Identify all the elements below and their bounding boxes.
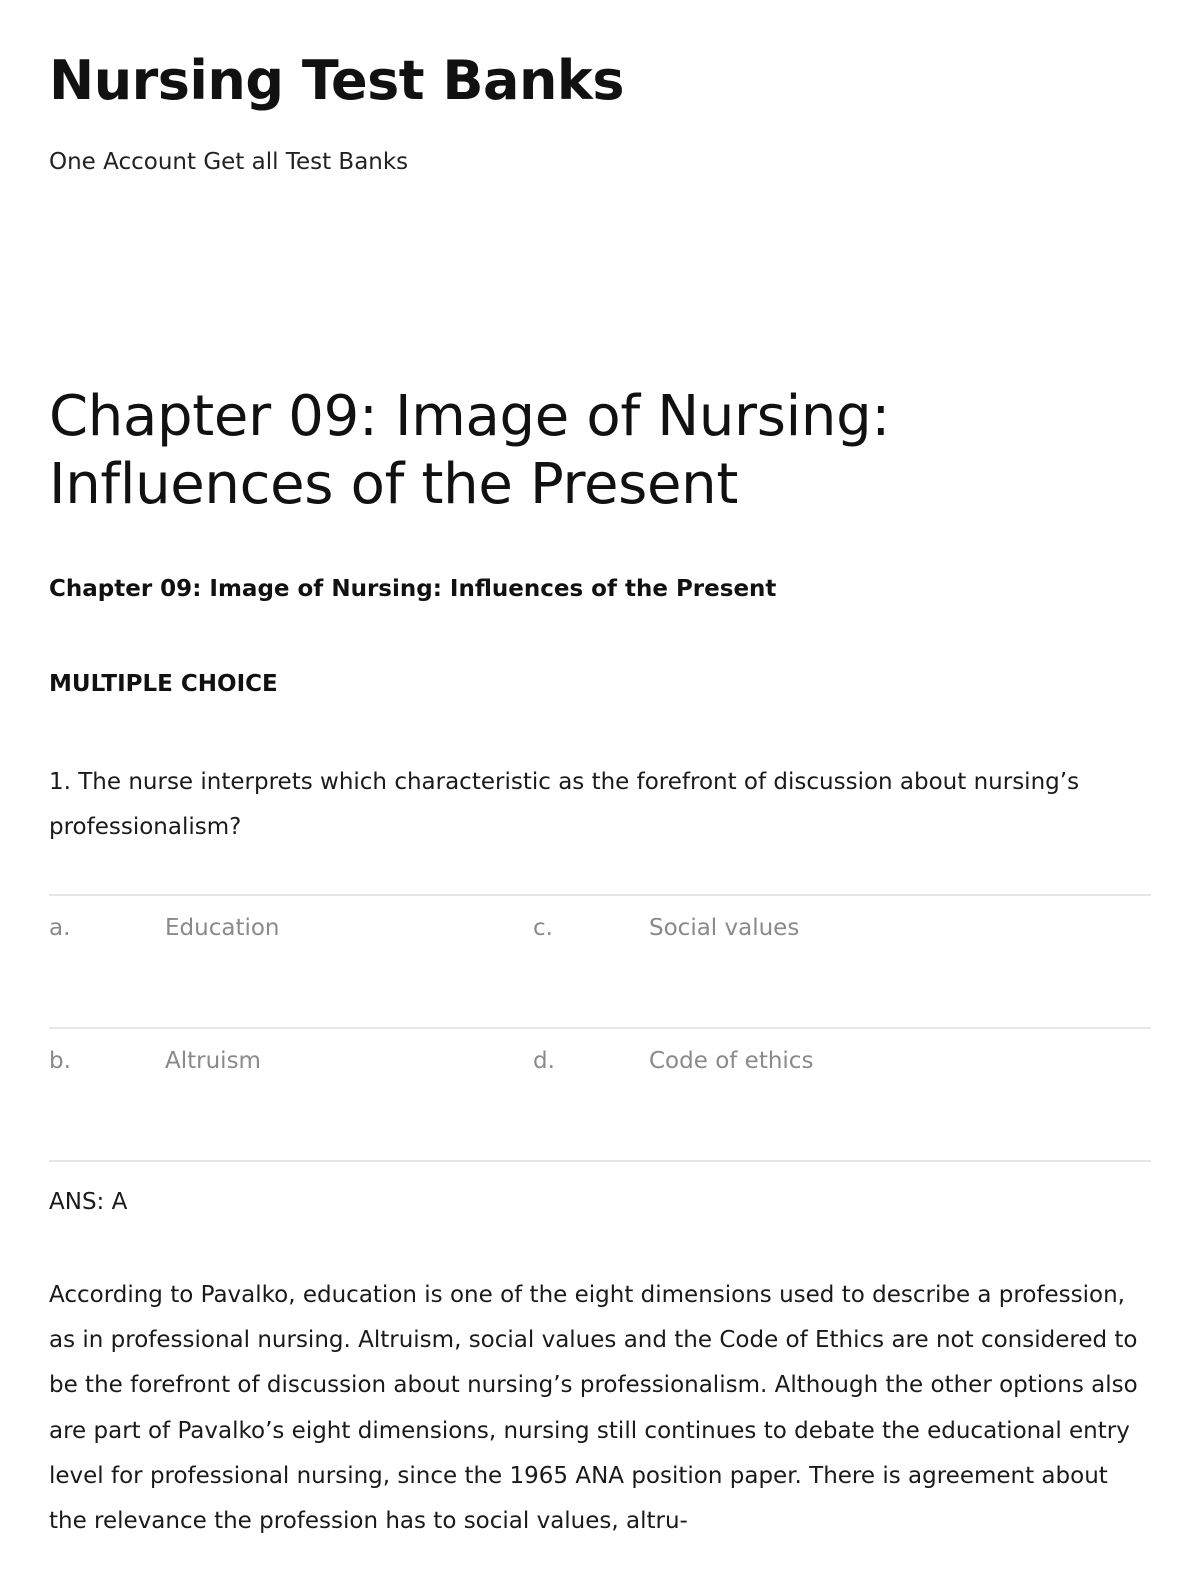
answer-key: ANS: A	[49, 1189, 128, 1215]
site-tagline: One Account Get all Test Banks	[49, 149, 409, 175]
option-text: Code of ethics	[649, 1028, 1151, 1161]
option-text: Education	[165, 895, 533, 1028]
option-text: Social values	[649, 895, 1151, 1028]
options-row	[49, 1028, 1151, 1161]
section-label: MULTIPLE CHOICE	[49, 671, 278, 697]
answer-options-table	[49, 894, 1151, 1162]
option-letter: d.	[533, 1028, 649, 1161]
option-letter: a.	[49, 895, 165, 1028]
answer-rationale: According to Pavalko, education is one of the eight dimensions used to describe a profession, as in professional nursing. Altruism, social values and the Code of Ethics are not considered to be the forefront of discussion about nursing’s professionalism. Although the other options also are part of Pavalko’s eight dimensions, nursing still continues to debate the educational entry level for professional nursing, since the 1965 ANA position paper. There is agreement about the relevance the profession has to social values, altru-	[49, 1282, 1138, 1535]
option-letter: b.	[49, 1028, 165, 1161]
option-letter: c.	[533, 895, 649, 1028]
question-text: 1. The nurse interprets which characteristic as the forefront of discussion about nursing’s professionalism?	[49, 769, 1080, 840]
options-row	[49, 895, 1151, 1028]
chapter-heading: Chapter 09: Image of Nursing: Influences of the Present	[49, 384, 890, 517]
chapter-subheading: Chapter 09: Image of Nursing: Influences of the Present	[49, 576, 777, 602]
site-title[interactable]: Nursing Test Banks	[49, 49, 624, 112]
option-text: Altruism	[165, 1028, 533, 1161]
